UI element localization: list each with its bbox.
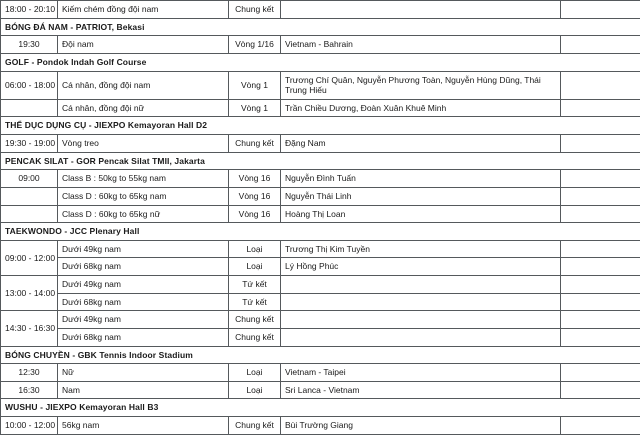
cell-notes (561, 170, 640, 188)
cell-event: Class B : 50kg to 55kg nam (58, 170, 229, 188)
cell-round: Chung kết (229, 1, 281, 19)
cell-round: Vòng 16 (229, 170, 281, 188)
cell-notes (561, 99, 640, 117)
sport-header-row (1, 346, 640, 364)
cell-athletes: Trần Chiều Dương, Đoàn Xuân Khuê Minh (281, 99, 561, 117)
cell-event: Vòng treo (58, 135, 229, 153)
cell-event: Class D : 60kg to 65kg nữ (58, 205, 229, 223)
table-row (1, 205, 640, 223)
cell-time: 19:30 - 19:00 (1, 135, 58, 153)
cell-round: Vòng 1/16 (229, 36, 281, 54)
cell-athletes: Nguyễn Thái Linh (281, 187, 561, 205)
cell-time: 09:00 (1, 170, 58, 188)
cell-event: 56kg nam (58, 417, 229, 435)
sport-header-bong-chuyen: BÓNG CHUYỀN - GBK Tennis Indoor Stadium (1, 346, 640, 364)
cell-event: Cá nhân, đồng đội nữ (58, 99, 229, 117)
cell-notes (561, 1, 640, 19)
sport-header-pencak-silat: PENCAK SILAT - GOR Pencak Silat TMII, Jakarta (1, 152, 640, 170)
cell-round: Tứ kết (229, 276, 281, 294)
cell-event: Dưới 68kg nam (58, 258, 229, 276)
cell-round: Loại (229, 364, 281, 382)
sport-header-row (1, 117, 640, 135)
cell-event: Cá nhân, đồng đội nam (58, 71, 229, 99)
cell-athletes: Trương Chí Quân, Nguyễn Phương Toàn, Nguyễn Hùng Dũng, Thái Trung Hiếu (281, 71, 561, 99)
cell-athletes (281, 1, 561, 19)
table-row (1, 170, 640, 188)
cell-time (1, 187, 58, 205)
cell-athletes: Nguyễn Đình Tuấn (281, 170, 561, 188)
cell-round: Vòng 1 (229, 71, 281, 99)
cell-event: Đội nam (58, 36, 229, 54)
cell-round: Chung kết (229, 135, 281, 153)
cell-athletes (281, 328, 561, 346)
sport-header-wushu: WUSHU - JIEXPO Kemayoran Hall B3 (1, 399, 640, 417)
table-row (1, 71, 640, 99)
cell-time (1, 205, 58, 223)
cell-athletes (281, 276, 561, 294)
sport-header-row (1, 18, 640, 36)
cell-event: Kiếm chém đồng đội nam (58, 1, 229, 19)
cell-event: Nam (58, 381, 229, 399)
cell-notes (561, 276, 640, 294)
cell-time: 19:30 (1, 36, 58, 54)
cell-notes (561, 381, 640, 399)
cell-round: Chung kết (229, 417, 281, 435)
sport-header-row (1, 223, 640, 241)
cell-notes (561, 258, 640, 276)
cell-athletes (281, 293, 561, 311)
cell-time: 18:00 - 20:10 (1, 1, 58, 19)
cell-athletes: Vietnam - Taipei (281, 364, 561, 382)
table-row (1, 293, 640, 311)
cell-notes (561, 364, 640, 382)
table-row (1, 311, 640, 329)
cell-round: Tứ kết (229, 293, 281, 311)
cell-time-merged: 09:00 - 12:00 (1, 240, 58, 275)
cell-event: Dưới 49kg nam (58, 311, 229, 329)
table-row (1, 258, 640, 276)
sport-header-golf: GOLF - Pondok Indah Golf Course (1, 53, 640, 71)
table-row (1, 328, 640, 346)
cell-round: Chung kết (229, 328, 281, 346)
sport-header-the-duc-dung-cu: THỂ DỤC DỤNG CỤ - JIEXPO Kemayoran Hall D2 (1, 117, 640, 135)
cell-notes (561, 36, 640, 54)
cell-event: Dưới 49kg nam (58, 276, 229, 294)
cell-round: Vòng 16 (229, 187, 281, 205)
cell-athletes: Vietnam - Bahrain (281, 36, 561, 54)
schedule-body (1, 1, 640, 435)
cell-round: Loại (229, 240, 281, 258)
sport-header-row (1, 53, 640, 71)
cell-notes (561, 293, 640, 311)
cell-athletes: Đặng Nam (281, 135, 561, 153)
table-row (1, 36, 640, 54)
table-row (1, 99, 640, 117)
cell-athletes: Sri Lanca - Vietnam (281, 381, 561, 399)
cell-notes (561, 311, 640, 329)
sport-header-taekwondo: TAEKWONDO - JCC Plenary Hall (1, 223, 640, 241)
cell-event: Dưới 68kg nam (58, 293, 229, 311)
table-row (1, 417, 640, 435)
cell-notes (561, 187, 640, 205)
table-row (1, 135, 640, 153)
cell-time: 16:30 (1, 381, 58, 399)
cell-time (1, 99, 58, 117)
table-row (1, 1, 640, 19)
cell-time-merged: 14:30 - 16:30 (1, 311, 58, 346)
cell-time: 10:00 - 12:00 (1, 417, 58, 435)
cell-athletes: Lý Hồng Phúc (281, 258, 561, 276)
cell-athletes (281, 311, 561, 329)
cell-round: Vòng 16 (229, 205, 281, 223)
cell-athletes: Trương Thị Kim Tuyền (281, 240, 561, 258)
cell-athletes: Bùi Trường Giang (281, 417, 561, 435)
cell-notes (561, 417, 640, 435)
cell-notes (561, 328, 640, 346)
sport-header-bong-da-nam: BÓNG ĐÁ NAM - PATRIOT, Bekasi (1, 18, 640, 36)
table-row (1, 187, 640, 205)
sport-header-row (1, 152, 640, 170)
table-row (1, 240, 640, 258)
cell-round: Loại (229, 258, 281, 276)
table-row (1, 381, 640, 399)
cell-time-merged: 13:00 - 14:00 (1, 276, 58, 311)
cell-round: Vòng 1 (229, 99, 281, 117)
cell-event: Class D : 60kg to 65kg nam (58, 187, 229, 205)
cell-time: 12:30 (1, 364, 58, 382)
table-row (1, 364, 640, 382)
table-row (1, 276, 640, 294)
cell-notes (561, 240, 640, 258)
cell-time: 06:00 - 18:00 (1, 71, 58, 99)
cell-athletes: Hoàng Thị Loan (281, 205, 561, 223)
cell-notes (561, 71, 640, 99)
cell-notes (561, 135, 640, 153)
cell-notes (561, 205, 640, 223)
cell-event: Dưới 49kg nam (58, 240, 229, 258)
cell-round: Chung kết (229, 311, 281, 329)
cell-event: Nữ (58, 364, 229, 382)
sport-header-row (1, 399, 640, 417)
cell-round: Loại (229, 381, 281, 399)
cell-event: Dưới 68kg nam (58, 328, 229, 346)
